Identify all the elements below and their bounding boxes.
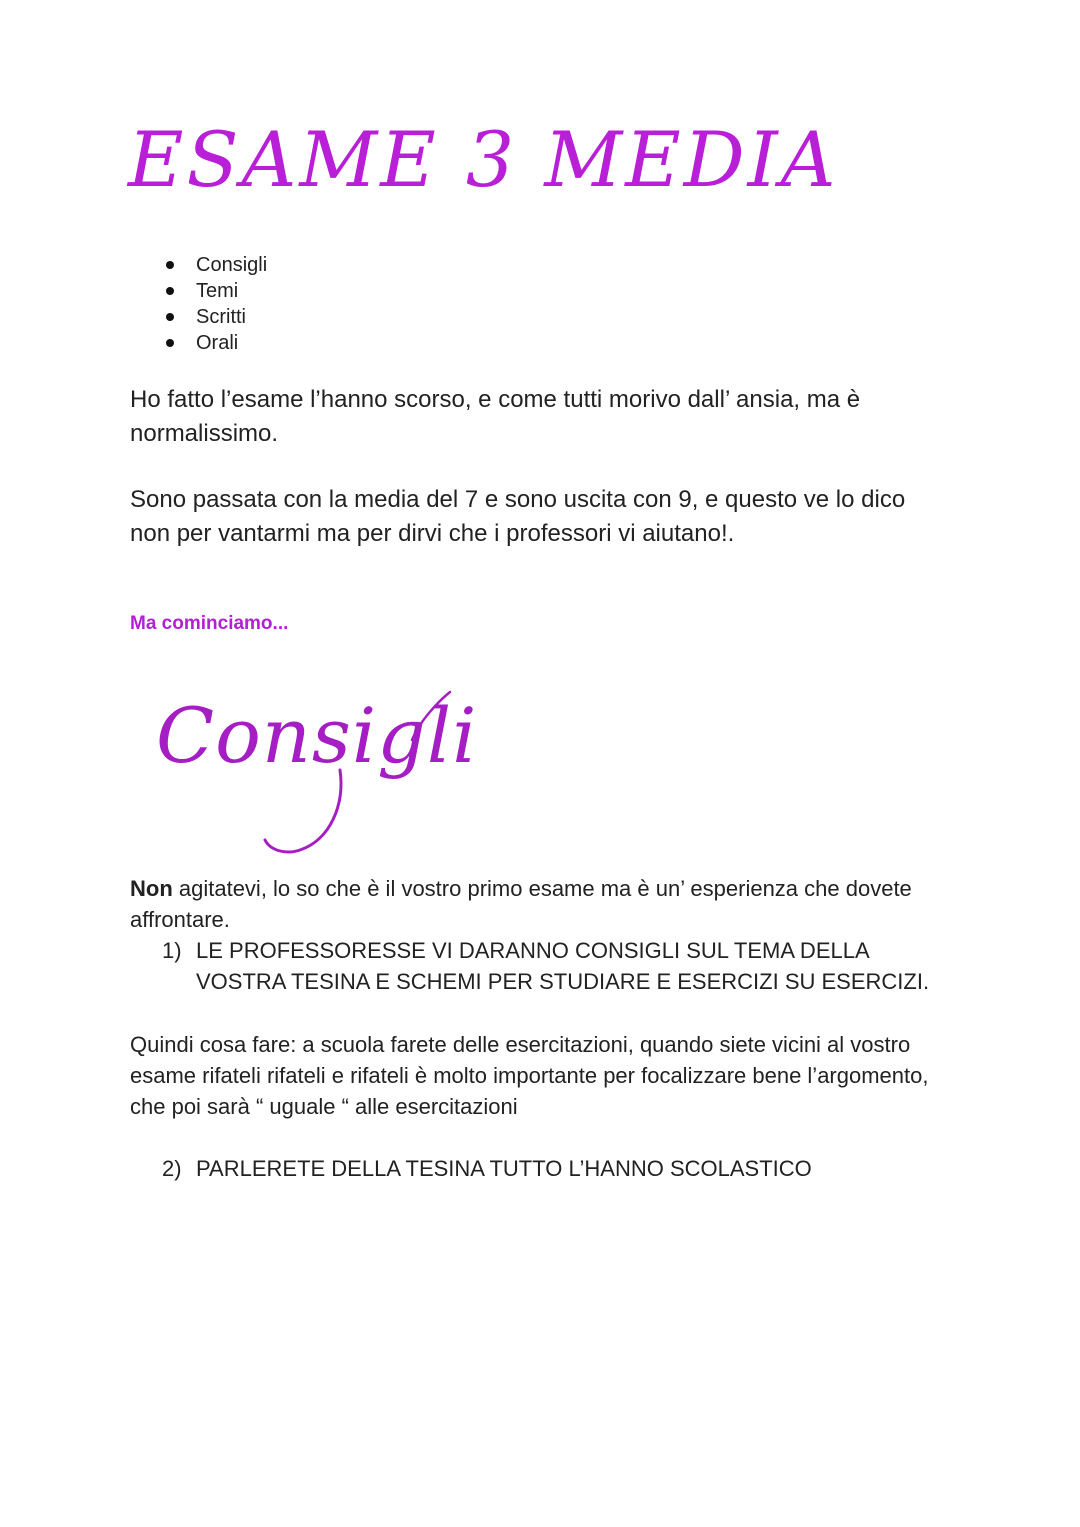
list-item <box>160 330 267 356</box>
bullet-icon <box>166 287 174 295</box>
list-item-label: Temi <box>196 280 239 302</box>
list-item-label: Scritti <box>196 306 246 328</box>
list-item-label: Consigli <box>196 254 268 276</box>
list-item <box>160 304 267 330</box>
list-item <box>160 278 267 304</box>
numbered-item-1 <box>162 935 952 997</box>
intro-paragraph-1: Ho fatto l’esame l’hanno scorso, e come tutti morivo dall’ ansia, ma è normalissimo. <box>130 386 861 447</box>
page-title: ESAME 3 MEDIA <box>128 115 839 204</box>
list-item-label: Orali <box>196 332 239 354</box>
section-heading-text: Consigli <box>156 691 478 780</box>
bullet-icon <box>166 261 174 269</box>
followup-paragraph: Quindi cosa fare: a scuola farete delle esercitazioni, quando siete vicini al vostro esame rifateli rifateli e rifateli è molto importante per focalizzare bene l’argomento, che poi sarà “ uguale “ alle esercitazioni <box>130 1032 929 1119</box>
lead-bold-word: Non <box>130 876 173 901</box>
intro-paragraph-2: Sono passata con la media del 7 e sono uscita con 9, e questo ve lo dico non per vantarmi ma per dirvi che i professori vi aiutano!. <box>130 486 906 547</box>
item-text: LE PROFESSORESSE VI DARANNO CONSIGLI SUL TEMA DELLA VOSTRA TESINA E SCHEMI PER STUDIARE E ESERCIZI SU ESERCIZI. <box>196 938 930 994</box>
section-intro-label: Ma cominciamo... <box>130 613 289 634</box>
bullet-icon <box>166 339 174 347</box>
section-heading <box>150 690 478 860</box>
lead-rest: agitatevi, lo so che è il vostro primo esame ma è un’ esperienza che dovete affrontare. <box>130 876 912 932</box>
topic-list <box>160 252 267 356</box>
numbered-item-2 <box>162 1153 952 1184</box>
list-item <box>160 252 267 278</box>
item-text: PARLERETE DELLA TESINA TUTTO L’HANNO SCOLASTICO <box>196 1156 812 1181</box>
bullet-icon <box>166 313 174 321</box>
item-number: 1) <box>162 938 182 963</box>
lead-paragraph <box>130 873 950 935</box>
item-number: 2) <box>162 1156 182 1181</box>
